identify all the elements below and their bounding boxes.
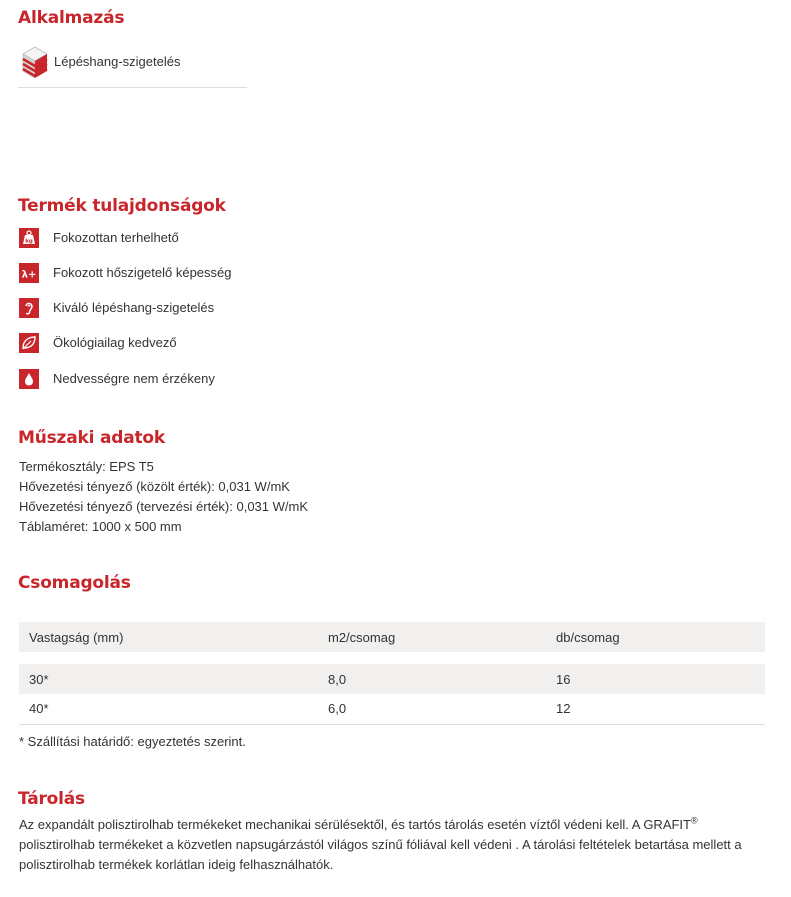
application-item [18,45,247,88]
column-header: Vastagság (mm) [29,629,124,645]
column-header: m2/csomag [328,629,396,645]
technical-line: Hővezetési tényező (közölt érték): 0,031 W/mK [19,479,290,494]
table-cell: 12 [556,701,571,717]
properties-title: Termék tulajdonságok [18,196,226,216]
table-cell: 30* [29,671,49,687]
ear-icon [19,298,39,318]
technical-title: Műszaki adatok [18,428,165,448]
property-label: Nedvességre nem érzékeny [53,371,215,386]
technical-line: Táblaméret: 1000 x 500 mm [19,519,182,534]
lambda-plus-icon [19,263,39,283]
storage-text-part: Az expandált polisztirolhab termékeket mechanikai sérülésektől, és tartós tárolás esetén víztől védeni kell. A GRAFIT [19,817,691,832]
registered-mark: ® [691,815,698,826]
storage-text [19,815,769,875]
technical-line: Termékosztály: EPS T5 [19,459,154,474]
leaf-icon [19,333,39,353]
svg-text:λ+: λ+ [21,269,37,281]
storage-title: Tárolás [18,789,85,809]
water-drop-icon [19,369,39,389]
property-label: Fokozottan terhelhető [53,230,179,245]
application-title: Alkalmazás [18,8,125,28]
layered-floor-icon [19,45,49,84]
storage-text-part: polisztirolhab termékeket a közvetlen napsugárzástól világos színű fóliával kell védeni . A tárolási feltételek betartása mellett a polisztirolhab termékek korlátlan ideig felhasználhatók. [19,837,742,872]
table-row [19,694,765,724]
table-cell: 6,0 [328,701,347,717]
packaging-title: Csomagolás [18,573,131,593]
table-row [19,664,765,694]
application-item-label: Lépéshang-szigetelés [54,54,181,69]
table-cell: 40* [29,701,49,717]
table-header-row [19,622,765,652]
table-cell: 8,0 [328,671,347,687]
packaging-note: * Szállítási határidő: egyeztetés szerint. [19,734,246,749]
property-label: Fokozott hőszigetelő képesség [53,265,232,280]
property-label: Ökológiailag kedvező [53,335,177,350]
table-cell: 16 [556,671,571,687]
technical-line: Hővezetési tényező (tervezési érték): 0,031 W/mK [19,499,309,514]
svg-text:kg: kg [25,238,33,245]
property-label: Kiváló lépéshang-szigetelés [53,300,215,315]
packaging-table [19,622,765,725]
weight-kg-icon [19,228,39,248]
column-header: db/csomag [556,629,620,645]
